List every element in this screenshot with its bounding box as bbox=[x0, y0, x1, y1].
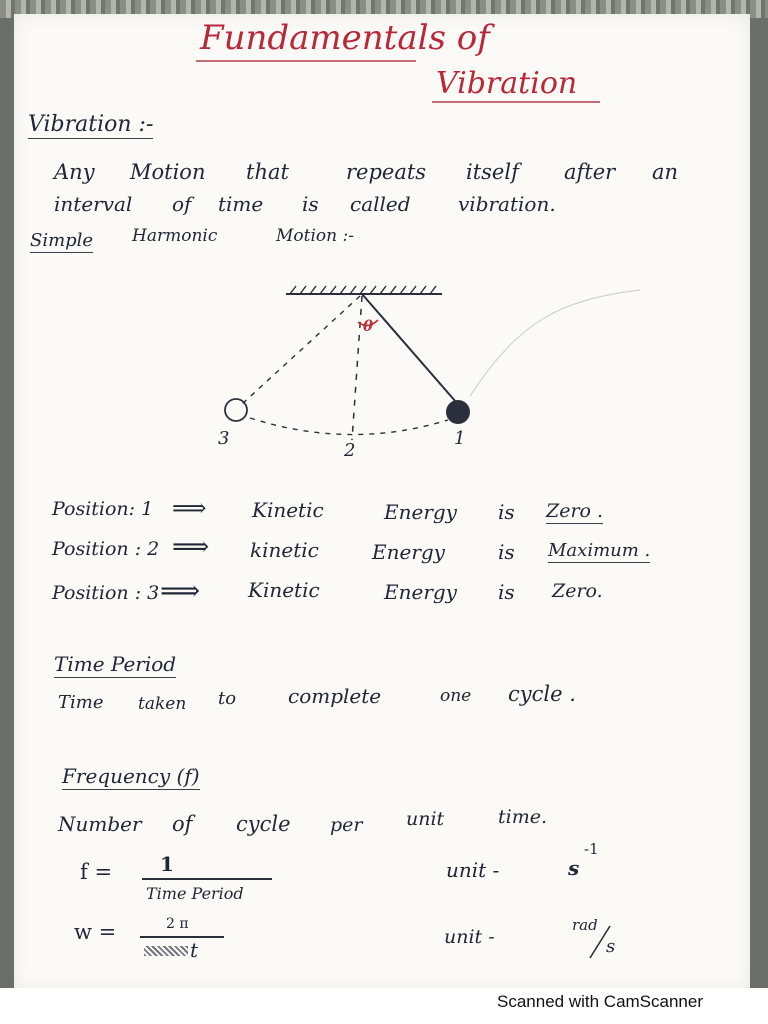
is-word: is bbox=[498, 580, 515, 604]
position-label: Position : 2 bbox=[52, 538, 160, 560]
arrow-icon: ⟹ bbox=[160, 574, 201, 607]
time-period-def-word: to bbox=[218, 688, 237, 709]
w-unit-label: unit - bbox=[444, 926, 495, 948]
f-unit-exponent: -1 bbox=[584, 840, 599, 858]
f-denominator: Time Period bbox=[146, 884, 244, 903]
w-denominator: t bbox=[190, 938, 199, 962]
w-unit-denominator: s bbox=[606, 936, 616, 957]
w-lhs: w = bbox=[74, 920, 117, 944]
frequency-heading: Frequency (f) bbox=[62, 764, 200, 788]
scanner-watermark: Scanned with CamScanner bbox=[497, 992, 704, 1011]
arrow-icon: ⟹ bbox=[172, 532, 210, 562]
vib-def-word: time bbox=[218, 192, 264, 216]
position-3-label: 3 bbox=[218, 428, 230, 449]
time-period-def-word: cycle . bbox=[508, 682, 576, 706]
vib-def-word: itself bbox=[466, 160, 519, 184]
frequency-def-word: per bbox=[330, 814, 363, 836]
frequency-def-word: time. bbox=[498, 806, 548, 828]
f-numerator: 1 bbox=[160, 852, 174, 876]
energy-value: Zero. bbox=[552, 580, 603, 602]
vib-def-word: called bbox=[350, 192, 411, 216]
is-word: is bbox=[498, 500, 515, 524]
title-line-2: Vibration bbox=[436, 66, 578, 101]
time-period-def-word: Time bbox=[58, 692, 104, 713]
is-word: is bbox=[498, 540, 515, 564]
w-numerator: 2 π bbox=[166, 916, 189, 932]
energy-word: Energy bbox=[384, 580, 457, 604]
title-line-1: Fundamentals of bbox=[200, 18, 490, 58]
vib-def-word: after bbox=[564, 160, 616, 184]
shm-heading-motion: Motion :- bbox=[276, 226, 354, 246]
vib-def-word: Motion bbox=[130, 160, 206, 184]
vib-def-word: of bbox=[172, 192, 192, 216]
time-period-heading: Time Period bbox=[54, 652, 177, 676]
position-2-label: 2 bbox=[344, 440, 356, 461]
energy-value: Maximum . bbox=[548, 540, 651, 561]
position-1-label: 1 bbox=[454, 428, 466, 449]
angle-label: θ bbox=[363, 317, 374, 335]
vib-def-word: interval bbox=[54, 192, 133, 216]
position-label: Position: 1 bbox=[52, 498, 154, 520]
frequency-def-word: cycle bbox=[236, 812, 291, 836]
frequency-def-word: Number bbox=[58, 812, 142, 836]
energy-word: Energy bbox=[372, 540, 445, 564]
energy-word: Energy bbox=[384, 500, 457, 524]
f-unit-label: unit - bbox=[446, 858, 500, 882]
shm-heading-harmonic: Harmonic bbox=[132, 226, 218, 246]
w-unit-numerator: rad bbox=[572, 916, 598, 934]
vib-def-word: Any bbox=[54, 160, 95, 184]
position-label: Position : 3 bbox=[52, 582, 160, 604]
time-period-def-word: taken bbox=[138, 694, 187, 714]
kinetic-word: Kinetic bbox=[252, 498, 324, 522]
time-period-def-word: complete bbox=[288, 684, 382, 708]
kinetic-word: Kinetic bbox=[248, 578, 320, 602]
vib-def-word: is bbox=[302, 192, 319, 216]
energy-value: Zero . bbox=[546, 500, 604, 522]
vib-def-word: repeats bbox=[346, 160, 427, 184]
kinetic-word: kinetic bbox=[250, 538, 319, 562]
f-unit-value: s bbox=[568, 856, 580, 880]
f-lhs: f = bbox=[80, 860, 113, 884]
vib-def-word: an bbox=[652, 160, 679, 184]
vib-def-word: vibration. bbox=[458, 192, 556, 216]
frequency-def-word: unit bbox=[406, 808, 445, 830]
time-period-def-word: one bbox=[440, 686, 472, 706]
arrow-icon: ⟹ bbox=[172, 494, 207, 522]
shm-heading-simple: Simple bbox=[30, 230, 94, 251]
vib-def-word: that bbox=[246, 160, 289, 184]
frequency-def-word: of bbox=[172, 812, 193, 836]
vibration-heading: Vibration :- bbox=[28, 112, 154, 137]
